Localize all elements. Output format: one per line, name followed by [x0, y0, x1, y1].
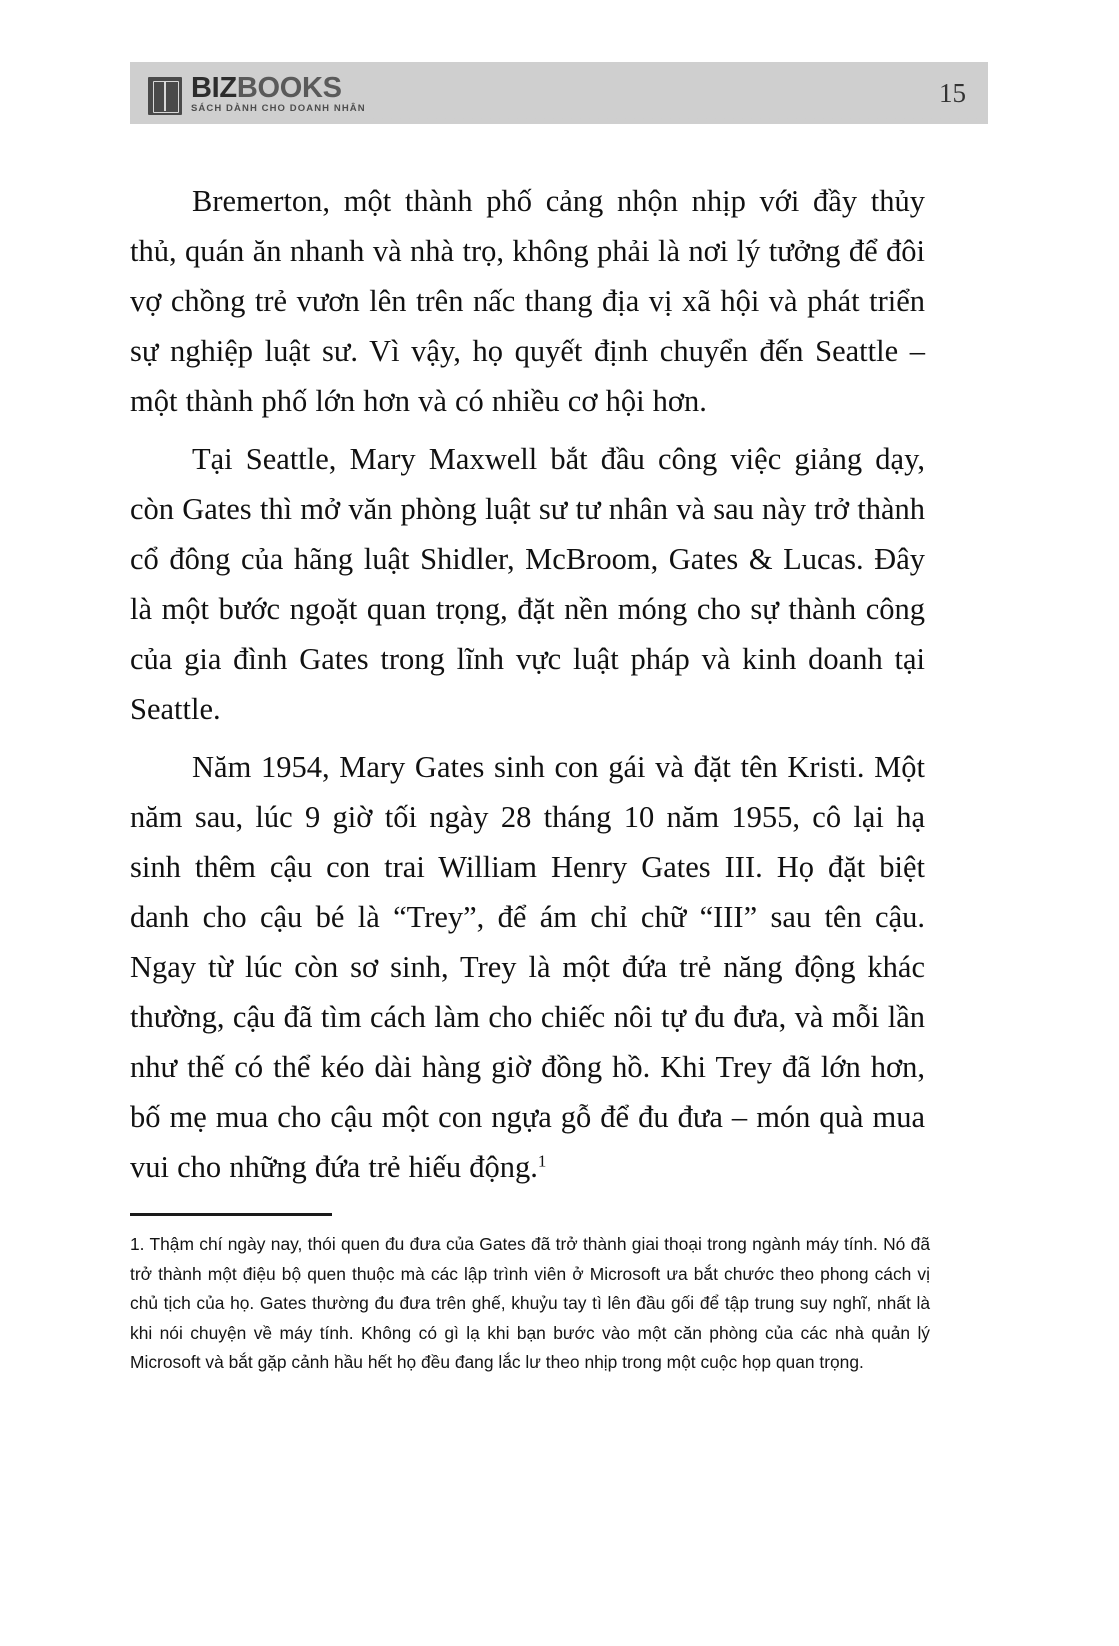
footnote-rule [130, 1213, 332, 1216]
paragraph-text: Năm 1954, Mary Gates sinh con gái và đặt tên Kristi. Một năm sau, lúc 9 giờ tối ngày 28 tháng 10 năm 1955, cô lại hạ sinh thêm cậu con trai William Henry Gates III. Họ đặt biệt danh cho cậu bé là “Trey”, để ám chỉ chữ “III” sau tên cậu. Ngay từ lúc còn sơ sinh, Trey là một đứa trẻ năng động khác thường, cậu đã tìm cách làm cho chiếc nôi tự đu đưa, và mỗi lần như thế có thể kéo dài hàng giờ đồng hồ. Khi Trey đã lớn hơn, bố mẹ mua cho cậu một con ngựa gỗ để đu đưa – món quà mua vui cho những đứa trẻ hiếu động. [130, 750, 925, 1184]
footnote-block [130, 1213, 930, 1378]
page-number: 15 [939, 78, 966, 108]
brand-title [191, 73, 366, 103]
body-column [130, 176, 925, 1192]
footnote-marker: 1 [537, 1151, 547, 1171]
header-scallop-divider [130, 118, 988, 127]
brand-name-biz: BIZ [191, 72, 237, 104]
paragraph: Bremerton, một thành phố cảng nhộn nhịp với đầy thủy thủ, quán ăn nhanh và nhà trọ, không phải là nơi lý tưởng để đôi vợ chồng trẻ vươn lên trên nấc thang địa vị xã hội và phát triển sự nghiệp luật sư. Vì vậy, họ quyết định chuyển đến Seattle – một thành phố lớn hơn và có nhiều cơ hội hơn. [130, 184, 925, 418]
page-header [130, 62, 988, 124]
footnote-text: 1. Thậm chí ngày nay, thói quen đu đưa của Gates đã trở thành giai thoại trong ngành máy tính. Nó đã trở thành một điệu bộ quen thuộc mà các lập trình viên ở Microsoft ưa bắt chước theo phong cách vị chủ tịch của họ. Gates thường đu đưa trên ghế, khuỷu tay tì lên đầu gối để tập trung suy nghĩ, nhất là khi nói chuyện về máy tính. Không có gì lạ khi bạn bước vào một căn phòng của các nhà quản lý Microsoft và bắt gặp cảnh hầu hết họ đều đang lắc lư theo nhịp trong một cuộc họp quan trọng. [130, 1234, 930, 1372]
book-icon [148, 77, 182, 115]
brand-tagline: SÁCH DÀNH CHO DOANH NHÂN [191, 103, 366, 114]
brand-text [191, 73, 366, 115]
paragraph-with-footnote [130, 742, 925, 1192]
publisher-logo [148, 71, 366, 115]
brand-name-books: BOOKS [236, 72, 342, 104]
paragraph: Tại Seattle, Mary Maxwell bắt đầu công việc giảng dạy, còn Gates thì mở văn phòng luật sư tư nhân và sau này trở thành cổ đông của hãng luật Shidler, McBroom, Gates & Lucas. Đây là một bước ngoặt quan trọng, đặt nền móng cho sự thành công của gia đình Gates trong lĩnh vực luật pháp và kinh doanh tại Seattle. [130, 442, 925, 726]
